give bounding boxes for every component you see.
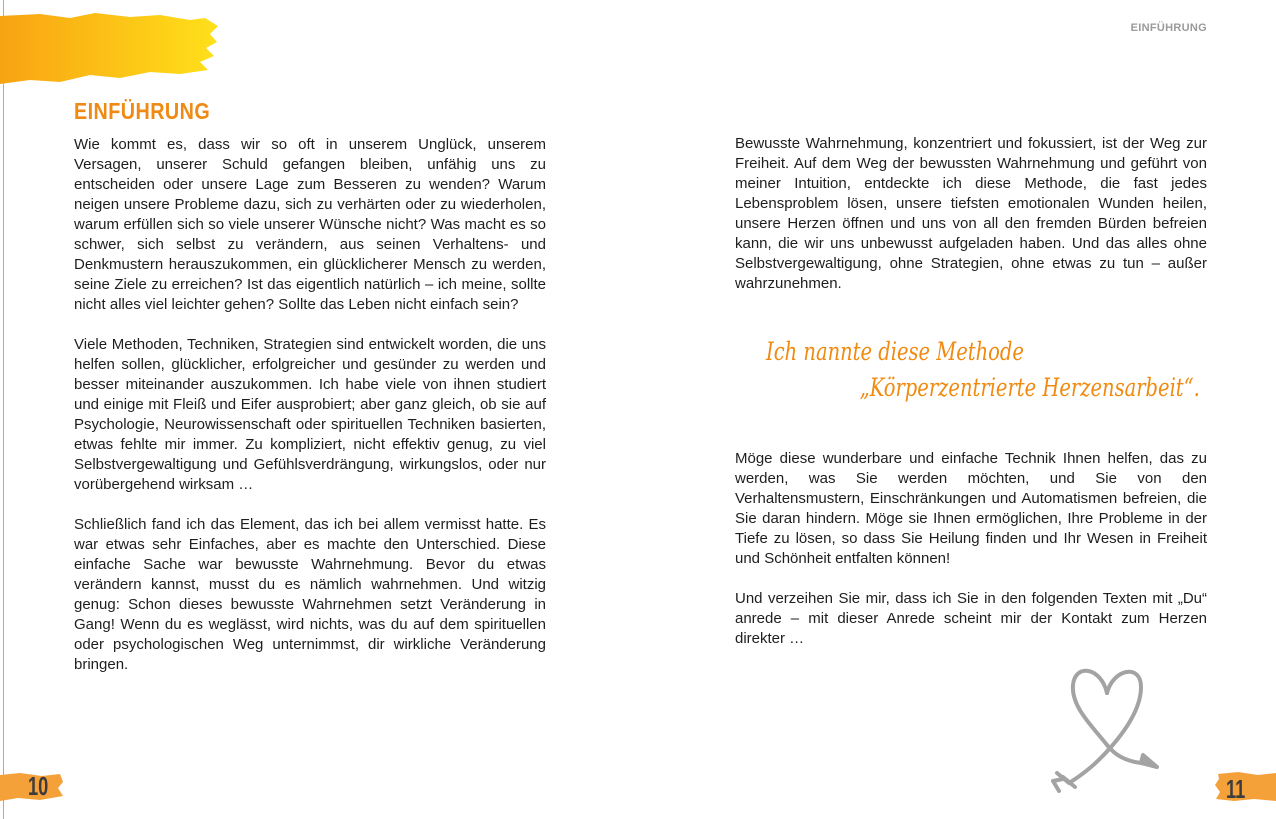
running-head: EINFÜHRUNG <box>1130 22 1207 34</box>
left-page-body <box>74 135 546 695</box>
paragraph: Und verzeihen Sie mir, dass ich Sie in den folgenden Texten mit „Du“ anrede – mit dieser Anrede scheint mir der Kontakt zum Herzen direkter … <box>735 590 1207 647</box>
pull-quote <box>766 334 1200 406</box>
paragraph: Schließlich fand ich das Element, das ich bei allem vermisst hatte. Es war etwas sehr Einfaches, aber es machte den Unterschied. Diese einfache Sache war bewusste Wahrnehmung. Bevor du etwas verändern kannst, musst du es nämlich wahrnehmen. Und witzig genug: Schon dieses bewusste Wahrnehmen setzt Veränderung in Gang! Wenn du es weglässt, wird nichts, was du auf dem spirituellen oder psychologischen Weg unternimmst, dir wirkliche Veränderung bringen. <box>74 516 546 673</box>
page-number: 11 <box>1226 774 1246 804</box>
pull-quote-line: Ich nannte diese Methode <box>766 337 1024 366</box>
paragraph: Wie kommt es, dass wir so oft in unserem Unglück, unserem Versagen, unserer Schuld gefangen bleiben, unfähig uns zu entscheiden oder unsere Lage zum Besseren zu wenden? Warum neigen unsere Probleme dazu, sich zu verhärten oder zu wiederholen, warum erfüllen sich so viele unserer Wünsche nicht? Was macht es so schwer, sich selbst zu verändern, aus seinen Verhaltens- und Denkmustern herauszukommen, ein glücklicherer Mensch zu werden, seine Ziele zu erreichen? Ist das eigentlich natürlich – ich meine, sollte nicht alles viel leichter gehen? Sollte das Leben nicht einfach sein? <box>74 136 546 313</box>
section-title: EINFÜHRUNG <box>74 98 211 124</box>
page-number-left <box>0 772 64 802</box>
right-page-body-top <box>735 134 1207 314</box>
brush-stroke-decoration <box>0 12 220 86</box>
paragraph: Viele Methoden, Techniken, Strategien sind entwickelt worden, die uns helfen sollen, glücklicher, erfolgreicher und gesünder zu werden und besser miteinander auszukommen. Ich habe viele von ihnen studiert und einige mit Fleiß und Eifer ausprobiert; aber ganz gleich, ob sie auf Psychologie, Neurowissenschaft oder spirituellen Techniken basierten, etwas fehlte mir immer. Zu kompliziert, nicht effektiv genug, zu viel Selbstvergewaltigung und Gefühlsverdrängung, wirkungslos, oder nur vorübergehend wirksam … <box>74 336 546 493</box>
pull-quote-line: „Körperzentrierte Herzensarbeit“. <box>859 373 1200 402</box>
heart-arrow-icon <box>1045 655 1175 803</box>
paragraph: Bewusste Wahrnehmung, konzentriert und fokussiert, ist der Weg zur Freiheit. Auf dem Weg der bewussten Wahrnehmung und geführt von meiner Intuition, entdeckte ich diese Methode, die fast jedes Lebensproblem lösen, unsere tiefsten emotionalen Wunden heilen, unsere Herzen öffnen und uns von all den fremden Bürden befreien kann, die wir uns unbewusst aufgeladen haben. Und das alles ohne Selbstvergewaltigung, ohne Strategien, ohne etwas zu tun – außer wahrzunehmen. <box>735 135 1207 292</box>
right-page-body-bottom <box>735 449 1207 669</box>
page-number-right <box>1214 772 1276 802</box>
paragraph: Möge diese wunderbare und einfache Technik Ihnen helfen, das zu werden, was Sie werden möchten, und Sie von den Verhaltensmustern, Einschränkungen und Automatismen befreien, die Sie daran hindern. Möge sie Ihnen ermöglichen, Ihre Probleme in der Tiefe zu lösen, so dass Sie Heilung finden und Ihr Wesen in Freiheit und Schönheit entfalten können! <box>735 450 1207 567</box>
page-edge-line <box>3 0 4 819</box>
page-number: 10 <box>28 771 49 801</box>
